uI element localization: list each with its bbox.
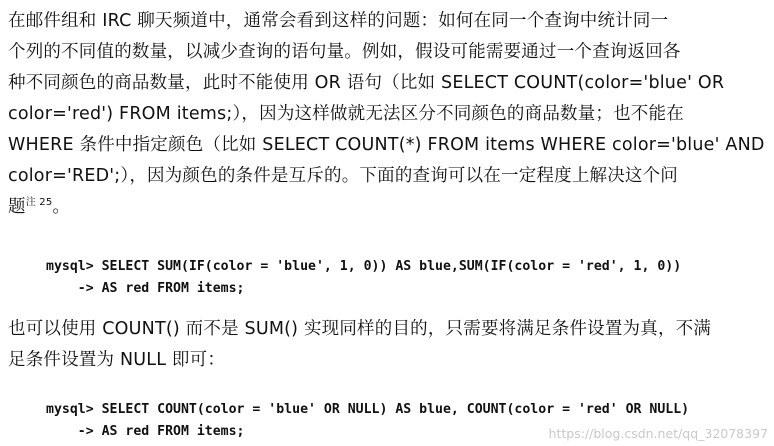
- text-line-last: [8, 192, 765, 223]
- text-line: 种不同颜色的商品数量，此时不能使用 OR 语句（比如 SELECT COUNT(color='blue' OR: [8, 73, 725, 93]
- code-block-sum-if: [8, 256, 681, 300]
- text-line: 个列的不同值的数量，以减少查询的语句量。例如，假设可能需要通过一个查询返回各: [8, 42, 681, 62]
- text-line: 足条件设置为 NULL 即可：: [8, 350, 226, 370]
- text-line: 在邮件组和 IRC 聊天频道中，通常会看到这样的问题：如何在同一个查询中统计同一: [8, 11, 669, 31]
- paragraph-intro: [8, 6, 765, 223]
- text-fragment: 。: [52, 197, 71, 217]
- text-line: color='RED';），因为颜色的条件是互斥的。下面的查询可以在一定程度上解决这个问: [8, 166, 679, 186]
- paragraph-count-alternative: [8, 314, 711, 376]
- code-line: mysql> SELECT SUM(IF(color = 'blue', 1, 0)) AS blue,SUM(IF(color = 'red', 1, 0)): [46, 259, 682, 274]
- footnote-reference: 注 25: [25, 197, 53, 209]
- code-line: -> AS red FROM items;: [46, 424, 245, 439]
- code-line: -> AS red FROM items;: [46, 281, 245, 296]
- text-fragment: 题: [8, 197, 26, 217]
- text-line: WHERE 条件中指定颜色（比如 SELECT COUNT(*) FROM items WHERE color='blue' AND: [8, 135, 765, 155]
- watermark: https://blog.csdn.net/qq_32078397: [548, 426, 768, 441]
- code-line: mysql> SELECT COUNT(color = 'blue' OR NULL) AS blue, COUNT(color = 'red' OR NULL): [46, 402, 690, 417]
- text-line: 也可以使用 COUNT() 而不是 SUM() 实现同样的目的，只需要将满足条件设置为真，不满: [8, 319, 712, 339]
- text-line: color='red') FROM items;），因为这样做就无法区分不同颜色的商品数量；也不能在: [8, 104, 684, 124]
